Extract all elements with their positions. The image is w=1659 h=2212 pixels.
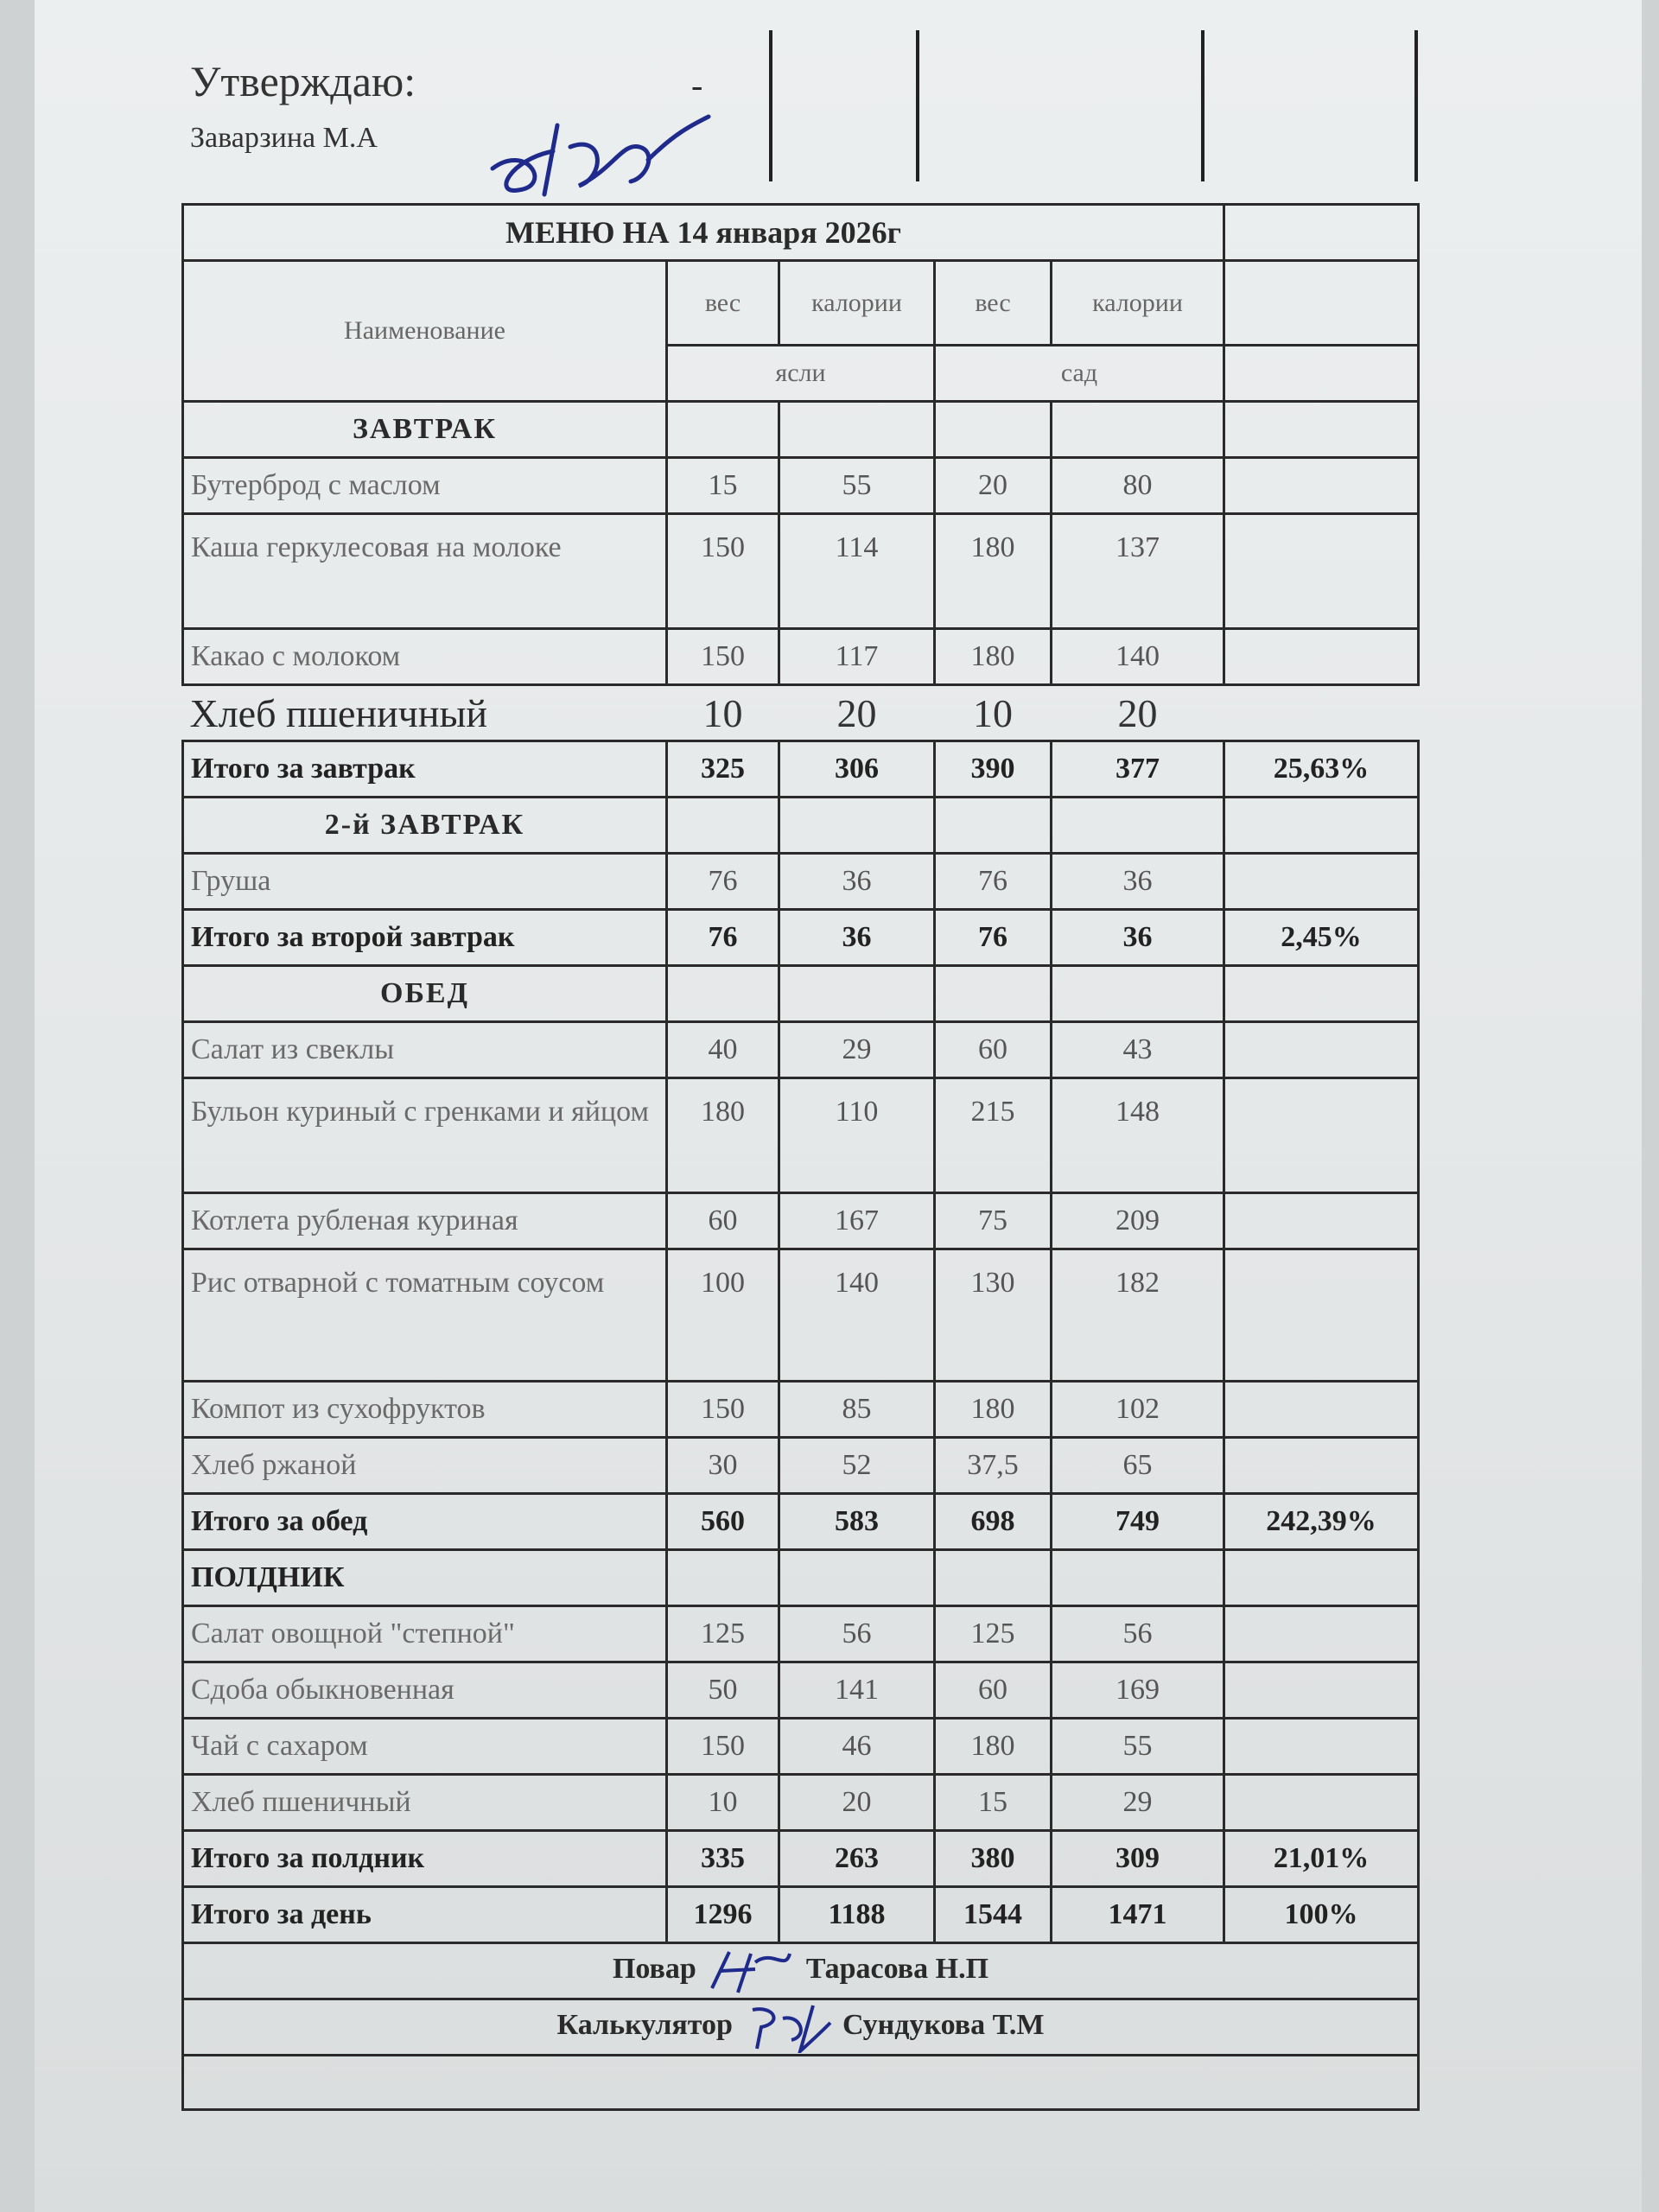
day-total-row: Итого за день 1296 1188 1544 1471 100% — [183, 1887, 1419, 1943]
approver-signature — [475, 108, 717, 212]
dash-mark: - — [691, 66, 703, 105]
header-boxes — [769, 30, 1417, 181]
col-weight-2: вес — [935, 261, 1052, 346]
col-calories-1: калории — [779, 261, 935, 346]
cook-label: Повар — [612, 1952, 696, 1985]
table-row: Котлета рубленая куриная 60 167 75 209 — [183, 1193, 1419, 1249]
group-nursery: ясли — [667, 346, 935, 402]
section-lunch: ОБЕД — [183, 966, 667, 1022]
table-row: Груша 76 36 76 36 — [183, 854, 1419, 910]
table-row: Хлеб ржаной 30 52 37,5 65 — [183, 1438, 1419, 1494]
section-breakfast: ЗАВТРАК — [183, 402, 667, 458]
cook-name: Тарасова Н.П — [805, 1952, 989, 1985]
table-row: Чай с сахаром 150 46 180 55 — [183, 1719, 1419, 1775]
section-snack: ПОЛДНИК — [183, 1550, 667, 1606]
table-row: Салат из свеклы 40 29 60 43 — [183, 1022, 1419, 1078]
table-row: Рис отварной с томатным соусом 100 140 130 182 — [183, 1249, 1419, 1382]
table-row: Хлеб пшеничный 10 20 15 29 — [183, 1775, 1419, 1831]
paper-sheet — [35, 0, 1642, 2212]
empty-footer-row — [183, 2056, 1419, 2110]
menu-table — [181, 203, 1420, 2111]
table-row: Каша геркулесовая на молоке 150 114 180 137 — [183, 514, 1419, 629]
total-row: Итого за завтрак 325 306 390 377 25,63% — [183, 741, 1419, 798]
section-second-breakfast: 2-й ЗАВТРАК — [183, 798, 667, 854]
table-row: Салат овощной "степной" 125 56 125 56 — [183, 1606, 1419, 1662]
col-calories-2: калории — [1052, 261, 1224, 346]
col-weight-1: вес — [667, 261, 779, 346]
group-kindergarten: сад — [935, 346, 1224, 402]
table-row: Компот из сухофруктов 150 85 180 102 — [183, 1382, 1419, 1438]
table-row: Какао с молоком 150 117 180 140 — [183, 629, 1419, 685]
total-row: Итого за полдник 335 263 380 309 21,01% — [183, 1831, 1419, 1887]
table-row: Бутерброд с маслом 15 55 20 80 — [183, 458, 1419, 514]
calculator-row — [183, 1999, 1419, 2056]
cook-row — [183, 1943, 1419, 1999]
total-row: Итого за обед 560 583 698 749 242,39% — [183, 1494, 1419, 1550]
menu-title: МЕНЮ НА 14 января 2026г — [183, 205, 1224, 261]
calculator-name: Сундукова Т.М — [842, 2008, 1045, 2041]
approval-block — [190, 56, 795, 212]
total-row: Итого за второй завтрак 76 36 76 36 2,45% — [183, 910, 1419, 966]
table-row-handwritten: Хлеб пшеничный 10 20 10 20 — [189, 690, 1158, 735]
menu-document — [156, 30, 1417, 2117]
calculator-label: Калькулятор — [556, 2008, 733, 2041]
approve-label: Утверждаю: — [190, 57, 416, 105]
table-row: Бульон куриный с гренками и яйцом 180 110 215 148 — [183, 1078, 1419, 1193]
calculator-signature — [740, 2001, 835, 2053]
approver-name: Заварзина М.А — [190, 122, 378, 154]
col-name-header: Наименование — [183, 261, 667, 402]
table-row: Сдоба обыкновенная 50 141 60 169 — [183, 1662, 1419, 1719]
cook-signature — [703, 1945, 798, 1997]
